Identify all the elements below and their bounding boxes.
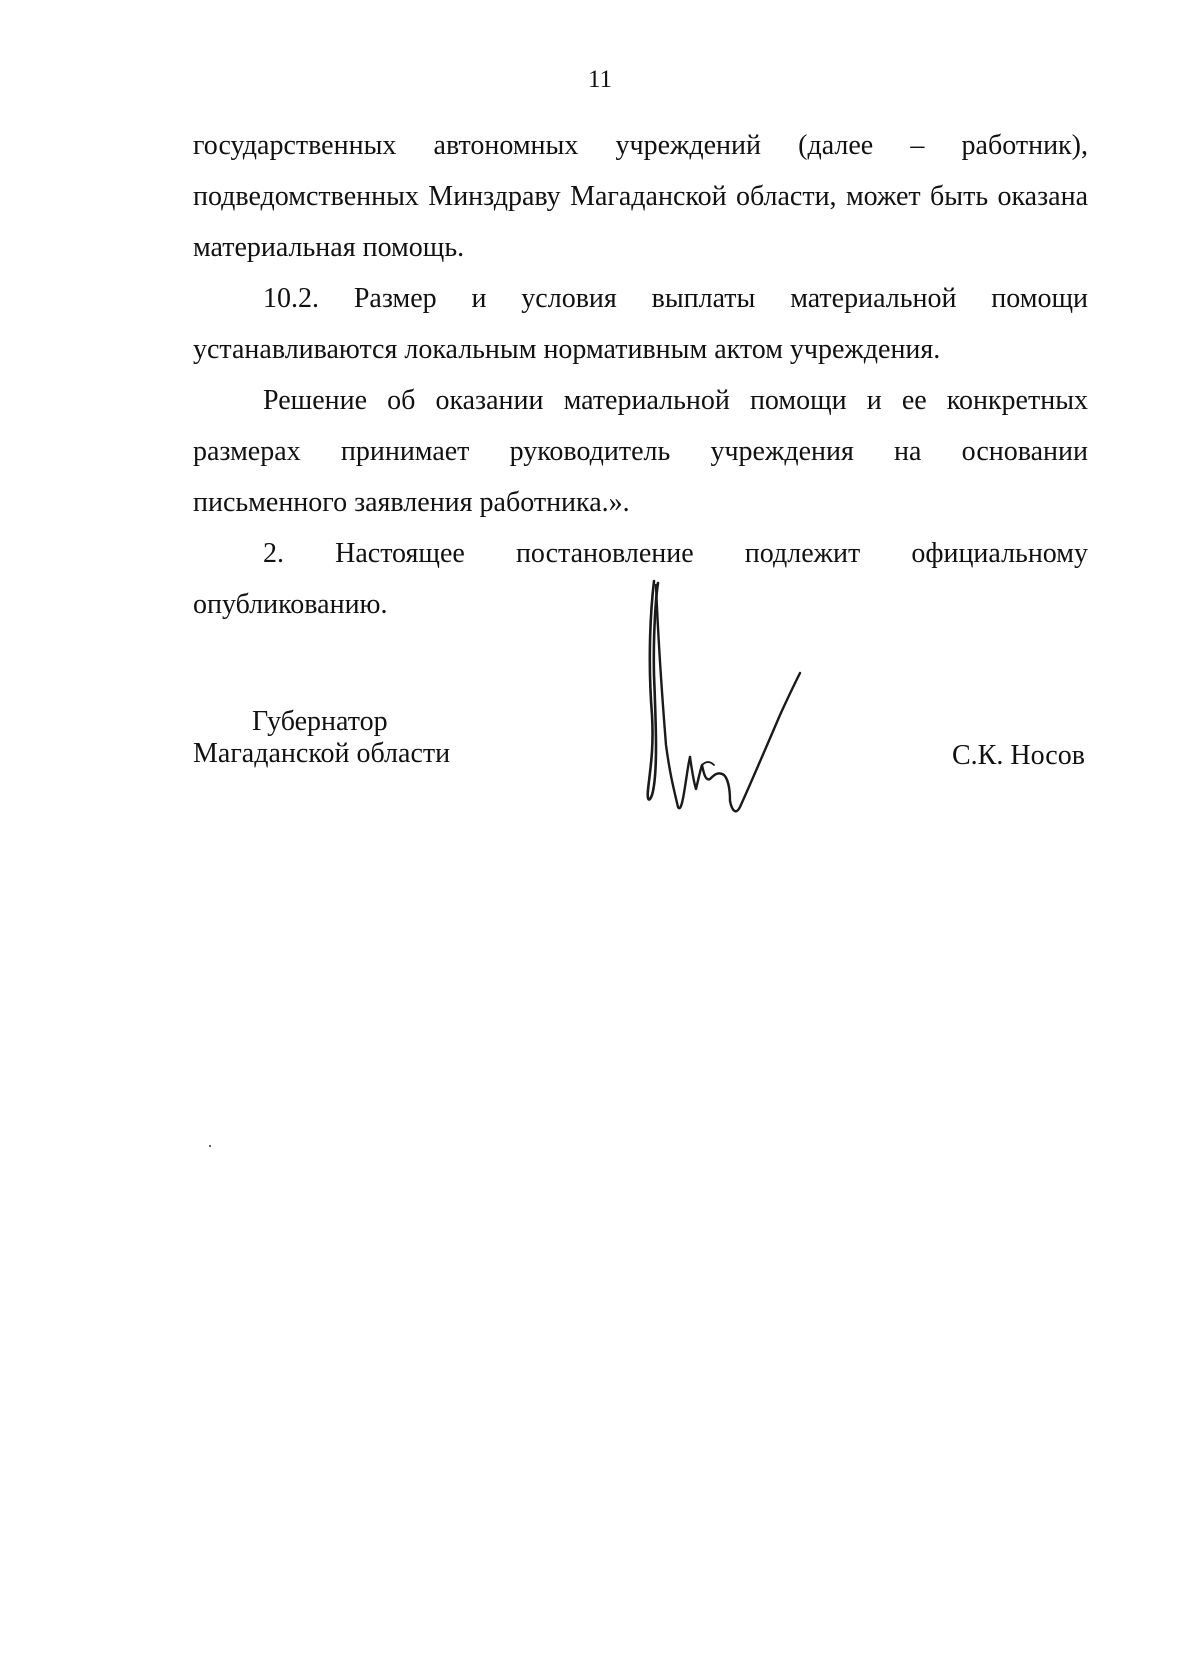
paragraph-1-line-1: государственных автономных учреждений (далее – работник),: [193, 130, 1088, 161]
signatory-name: С.К. Носов: [952, 740, 1085, 771]
paragraph-2-line-2: устанавливаются локальным нормативным актом учреждения.: [193, 334, 941, 365]
paragraph-4-line-1: 2. Настоящее постановление подлежит официальному: [263, 538, 1088, 569]
paragraph-4-line-2: опубликованию.: [193, 589, 388, 620]
handwritten-signature: [640, 575, 840, 835]
paragraph-3-line-2: размерах принимает руководитель учреждения на основании: [193, 436, 1088, 467]
scan-artifact-dot: [209, 1145, 211, 1147]
paragraph-3-line-3: письменного заявления работника.».: [193, 487, 630, 518]
paragraph-1-line-2: подведомственных Минздраву Магаданской области, может быть оказана: [193, 181, 1088, 212]
paragraph-1-line-3: материальная помощь.: [193, 232, 465, 263]
paragraph-3-line-1: Решение об оказании материальной помощи и ее конкретных: [263, 385, 1088, 416]
paragraph-2-line-1: 10.2. Размер и условия выплаты материальной помощи: [263, 283, 1088, 314]
page-number: 11: [587, 66, 613, 93]
signatory-title-line-2: Магаданской области: [193, 738, 451, 769]
signatory-title-line-1: Губернатор: [252, 706, 388, 737]
